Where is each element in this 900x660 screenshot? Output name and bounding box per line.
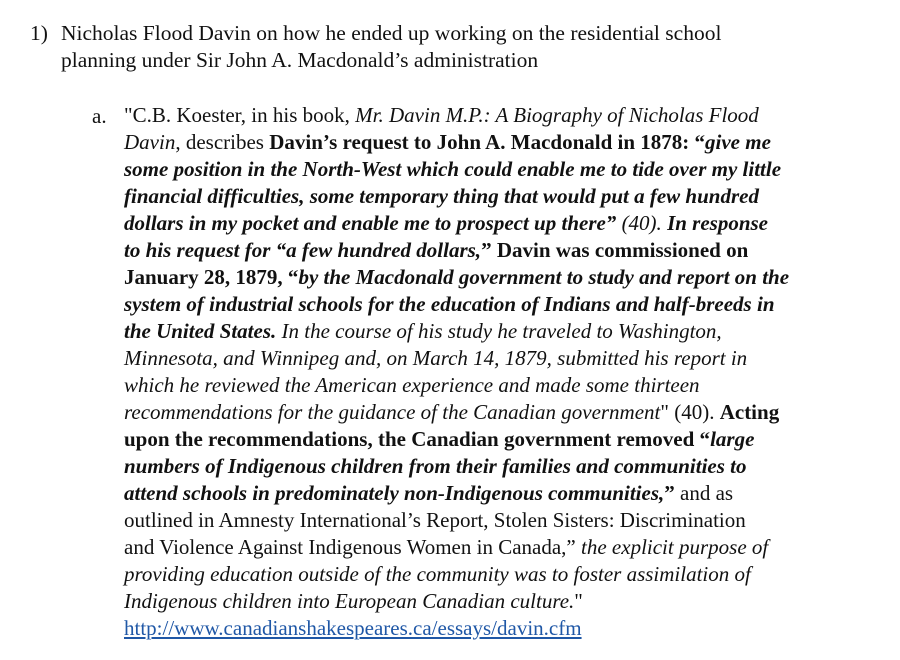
heading-line-1: Nicholas Flood Davin on how he ended up working on the residential school	[61, 21, 722, 45]
text-run: "	[574, 589, 583, 613]
text-run: the United States.	[124, 319, 277, 343]
heading-line-2: planning under Sir John A. Macdonald’s administration	[61, 48, 539, 72]
text-run: providing education outside of the community was to foster assimilation of	[124, 562, 751, 586]
text-run: upon the recommendations, the Canadian government removed “	[124, 427, 711, 451]
source-link[interactable]: http://www.canadianshakespeares.ca/essays/davin.cfm	[124, 616, 582, 640]
text-run: (40).	[621, 211, 668, 235]
text-run: Davin	[124, 130, 176, 154]
text-run: "C.B. Koester, in his book,	[124, 103, 356, 127]
quote-line	[124, 264, 832, 291]
text-run: Indigenous children into European Canadian culture.	[124, 589, 575, 613]
sub-item-a	[92, 102, 832, 642]
quote-line	[124, 237, 832, 264]
quote-line	[124, 210, 832, 237]
text-run: the explicit purpose of	[575, 535, 769, 559]
text-run: Minnesota, and Winnipeg and, on March 14, 1879, submitted his report in	[124, 346, 748, 370]
text-run: In the course of his study he traveled to Washington,	[276, 319, 722, 343]
quote-line	[124, 345, 832, 372]
quote-line	[124, 129, 832, 156]
text-run: give me	[705, 130, 771, 154]
text-run: and Violence Against Indigenous Women in Canada,”	[124, 535, 576, 559]
text-run: outlined in Amnesty International’s Report, Stolen Sisters: Discrimination	[124, 508, 746, 532]
quote-line	[124, 318, 832, 345]
text-run: large	[710, 427, 755, 451]
text-run: some position in the North-West which could enable me to tide over my little	[124, 157, 782, 181]
quote-line	[124, 588, 832, 615]
text-run: numbers of Indigenous children from their families and communities to	[124, 454, 747, 478]
text-run: ” Davin was commissioned on	[481, 238, 749, 262]
quote-paragraph	[124, 102, 832, 615]
text-run: Mr. Davin M.P.: A Biography of Nicholas Flood	[355, 103, 759, 127]
text-run: which he reviewed the American experience and made some thirteen	[124, 373, 700, 397]
quote-line	[124, 372, 832, 399]
text-run: attend schools in predominately non-Indigenous communities,	[124, 481, 665, 505]
text-run: financial difficulties, some temporary thing that would put a few hundred	[124, 184, 759, 208]
quote-line	[124, 507, 832, 534]
quote-line	[124, 480, 832, 507]
text-run: January 28, 1879, “	[124, 265, 299, 289]
text-run: and as	[674, 481, 734, 505]
quote-line	[124, 426, 832, 453]
list-item-number: 1)	[30, 21, 48, 45]
text-run: to his request for “a few hundred dollars,	[124, 238, 482, 262]
quote-line	[124, 291, 832, 318]
quote-line	[124, 183, 832, 210]
text-run: Acting	[719, 400, 780, 424]
text-run: dollars in my pocket and enable me to prospect up there”	[124, 211, 622, 235]
text-run: recommendations for the guidance of the Canadian government	[124, 400, 661, 424]
quote-line	[124, 561, 832, 588]
text-run: ”	[664, 481, 675, 505]
quote-line	[124, 156, 832, 183]
list-item-1	[30, 20, 790, 74]
sub-item-letter: a.	[92, 104, 107, 128]
text-run: Davin’s request to John A. Macdonald in 1878: “	[269, 130, 706, 154]
quote-line	[124, 399, 832, 426]
source-link-line	[124, 615, 832, 642]
quote-line	[124, 453, 832, 480]
text-run: by the Macdonald government to study and report on the	[298, 265, 790, 289]
text-run: system of industrial schools for the education of Indians and half-breeds in	[124, 292, 775, 316]
quote-line	[124, 534, 832, 561]
text-run: , describes	[175, 130, 270, 154]
text-run: In response	[667, 211, 769, 235]
text-run: " (40).	[660, 400, 720, 424]
list-item-heading	[61, 20, 790, 74]
quote-line	[124, 102, 832, 129]
